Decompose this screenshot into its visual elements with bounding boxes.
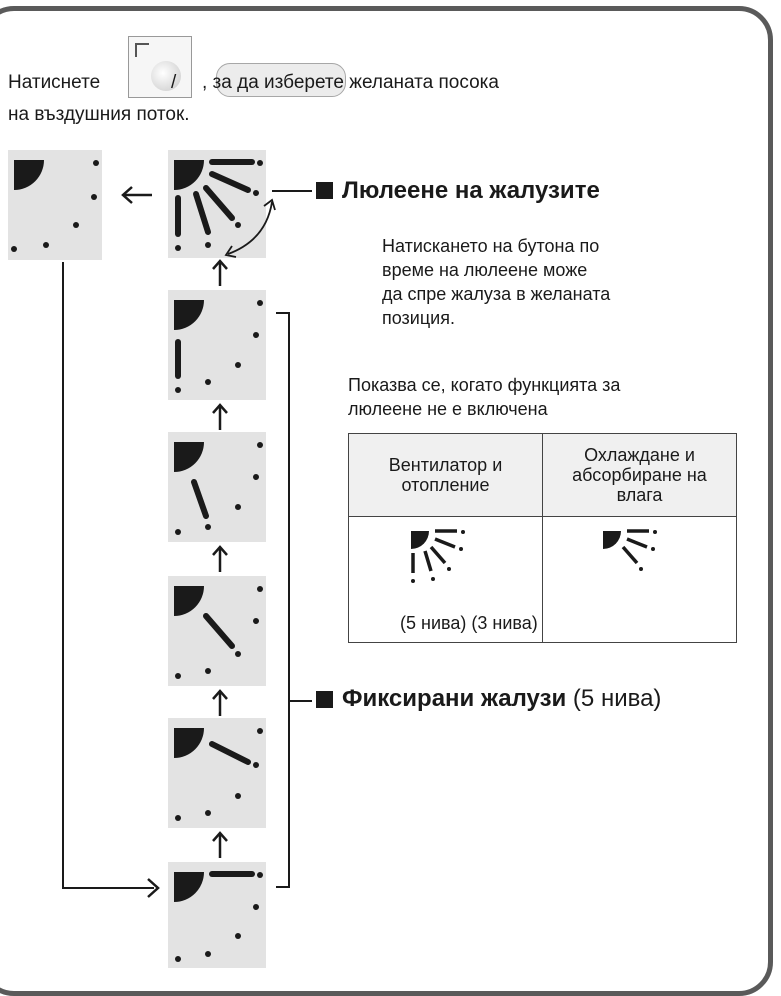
arrow-right-icon (140, 876, 162, 900)
louver-5-levels-icon (407, 525, 477, 591)
louver-panel-fixed-1 (168, 290, 266, 400)
swing-desc-line-2: време на люлеене може (382, 260, 588, 280)
table-cell-3-levels (543, 517, 737, 643)
intro-text-line2: на въздушния поток. (8, 104, 190, 125)
louver-button-icon (128, 36, 192, 98)
swing-desc-line-1: Натискането на бутона по (382, 236, 600, 256)
intro-text-end: , за да изберете желаната посока (202, 72, 499, 93)
arrow-left-icon (120, 183, 154, 207)
swing-section-square-icon (316, 182, 333, 199)
intro-text-start: Натиснете (8, 72, 101, 93)
note-line-1: Показва се, когато функцията за (348, 375, 621, 395)
louver-3-levels-icon (599, 525, 669, 581)
fixed-title-text: Фиксирани жалузи (342, 685, 567, 712)
fixed-title-suffix: (5 нива) (566, 685, 662, 712)
swing-desc-line-4: позиция. (382, 308, 455, 328)
fixed-connector-line (290, 700, 312, 702)
fixed-bracket-bottom (276, 886, 290, 888)
swing-title: Люлеене на жалузите (342, 177, 600, 204)
note-text (348, 373, 620, 421)
table-header-fan-heat: Вентилатор и отопление (349, 434, 543, 517)
louver-panel-initial (8, 150, 102, 260)
arrow-up-icon (210, 258, 230, 288)
swing-connector-line (272, 190, 312, 192)
louver-panel-fixed-2 (168, 432, 266, 542)
arrow-up-icon (210, 402, 230, 432)
arrow-up-icon (210, 688, 230, 718)
note-line-2: люлеене не е включена (348, 399, 548, 419)
fixed-bracket-vertical (288, 312, 290, 888)
arrow-up-icon (210, 544, 230, 574)
louver-panel-fixed-4 (168, 718, 266, 828)
fixed-section-square-icon (316, 691, 333, 708)
louver-comparison-table (348, 433, 737, 643)
table-levels-label: (5 нива) (3 нива) (400, 613, 538, 633)
loop-line-vertical (62, 262, 64, 888)
swing-curve-arrow-icon (222, 196, 278, 260)
fixed-title (342, 685, 661, 713)
louver-base-icon (14, 160, 44, 190)
swing-description (382, 234, 610, 330)
swing-desc-line-3: да спре жалуза в желаната (382, 284, 611, 304)
arrow-up-icon (210, 830, 230, 860)
intro-slash: / (171, 72, 177, 93)
louver-panel-fixed-5 (168, 862, 266, 968)
table-header-cool-dry: Охлаждане и абсорбиране на влага (543, 434, 737, 517)
louver-panel-fixed-3 (168, 576, 266, 686)
